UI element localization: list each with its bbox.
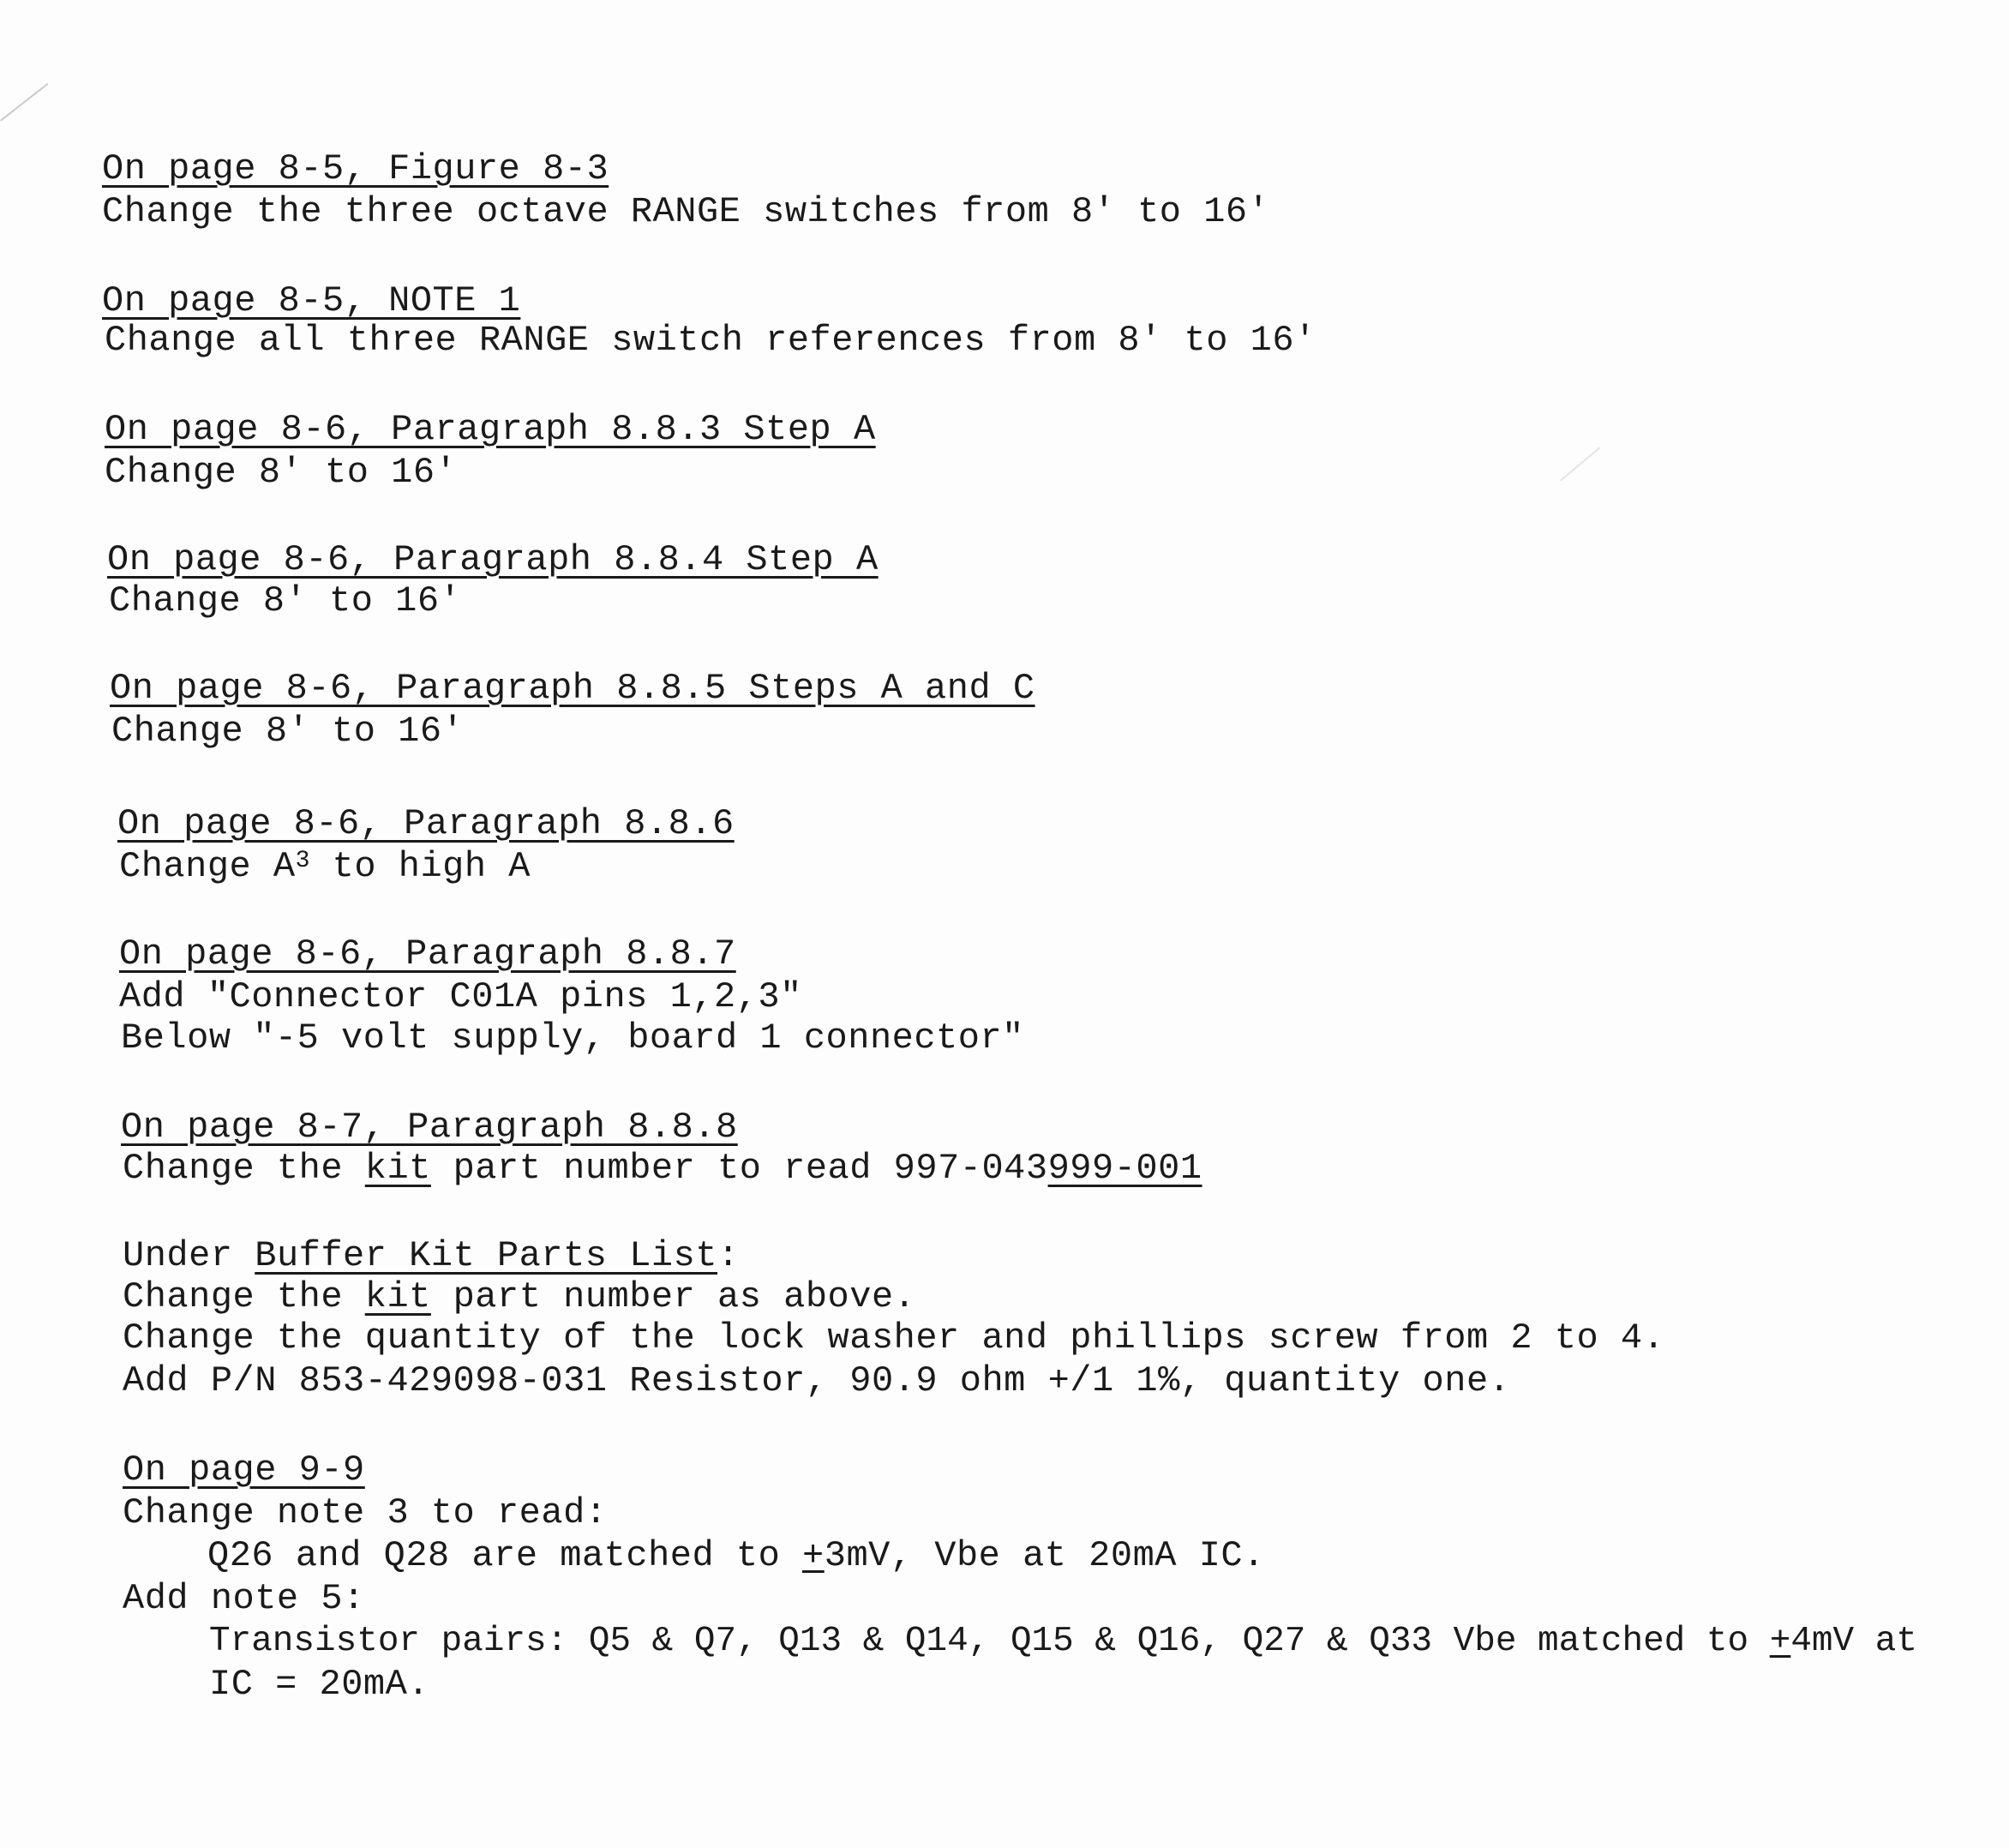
- section-9-heading: Buffer Kit Parts List: [255, 1235, 718, 1276]
- section-5-line-1: Change 8' to 16': [111, 711, 465, 752]
- plus-minus-sign-2: +: [1769, 1622, 1791, 1661]
- section-6-line-1-pre: Change A: [119, 846, 296, 887]
- section-9-line-2: Change the quantity of the lock washer and phillips screw from 2 to 4.: [123, 1317, 1665, 1359]
- scan-mark-right: [1560, 447, 1600, 481]
- section-8-line-1: [123, 1147, 1202, 1190]
- section-9-line-3: Add P/N 853-429098-031 Resistor, 90.9 ohm +/1 1%, quantity one.: [123, 1360, 1511, 1401]
- section-10-line-4-a: Transistor pairs: Q5 & Q7, Q13 & Q14, Q15 & Q16, Q27 & Q33 Vbe matched to: [209, 1622, 1770, 1661]
- section-1-heading: On page 8-5, Figure 8-3: [102, 148, 609, 189]
- section-6-line-1: [119, 845, 531, 888]
- section-4-line-1: Change 8' to 16': [109, 580, 462, 621]
- section-10-line-4: [209, 1620, 1917, 1663]
- section-9-suffix: :: [717, 1235, 740, 1276]
- scan-mark-top-left: [0, 83, 48, 122]
- section-7-line-1: Add "Connector C01A pins 1,2,3": [119, 976, 802, 1017]
- section-9-prefix: Under: [123, 1235, 255, 1276]
- section-2-heading: On page 8-5, NOTE 1: [102, 280, 521, 321]
- section-10-line-2-a: Q26 and Q28 are matched to: [207, 1535, 803, 1576]
- section-10-heading: On page 9-9: [123, 1449, 365, 1491]
- section-10-line-4-b: 4mV at: [1790, 1622, 1917, 1661]
- section-10-line-2-b: 3mV, Vbe at 20mA IC.: [824, 1535, 1265, 1576]
- section-10-line-2: [207, 1534, 1265, 1577]
- section-9-line-1: [123, 1275, 915, 1318]
- section-10-line-1: Change note 3 to read:: [123, 1492, 608, 1533]
- section-10-line-5: IC = 20mA.: [209, 1664, 430, 1705]
- section-8-part-number-underlined: 999-001: [1047, 1148, 1202, 1189]
- section-5-heading: On page 8-6, Paragraph 8.8.5 Steps A and C: [110, 668, 1035, 709]
- section-8-line-1-b: part number to read 997-043: [430, 1148, 1048, 1189]
- plus-minus-sign: +: [802, 1535, 825, 1576]
- section-4-heading: On page 8-6, Paragraph 8.8.4 Step A: [107, 539, 879, 580]
- section-3-heading: On page 8-6, Paragraph 8.8.3 Step A: [105, 409, 876, 450]
- section-9-heading-line: [123, 1234, 740, 1277]
- section-2-line-1: Change all three RANGE switch references from 8' to 16': [105, 320, 1316, 361]
- section-9-line-1-b: part number as above.: [430, 1276, 916, 1317]
- section-8-kit-underlined: kit: [364, 1148, 431, 1189]
- section-8-line-1-a: Change the: [123, 1148, 365, 1189]
- section-8-heading: On page 8-7, Paragraph 8.8.8: [121, 1107, 738, 1148]
- section-6-superscript: 3: [295, 848, 310, 874]
- section-9-line-1-a: Change the: [123, 1276, 365, 1317]
- section-6-line-1-post: to high A: [309, 846, 531, 887]
- section-3-line-1: Change 8' to 16': [105, 452, 458, 493]
- section-1-line-1: Change the three octave RANGE switches from 8' to 16': [102, 191, 1270, 232]
- section-10-line-3: Add note 5:: [123, 1578, 365, 1619]
- section-7-line-2: Below "-5 volt supply, board 1 connector": [121, 1017, 1024, 1059]
- section-9-kit-underlined: kit: [364, 1276, 431, 1317]
- section-7-heading: On page 8-6, Paragraph 8.8.7: [119, 933, 736, 975]
- section-6-heading: On page 8-6, Paragraph 8.8.6: [117, 803, 735, 844]
